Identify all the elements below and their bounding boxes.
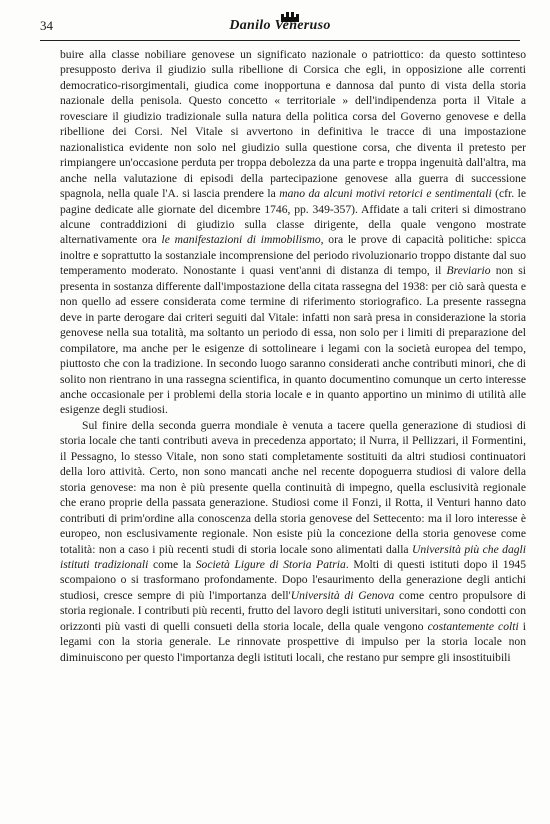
text-segment: come la	[148, 557, 196, 571]
text-segment: come centro propulsore di storia regionale. I contributi più recenti, frutto del lavoro degli istituti universitari, sono condotti con orizzonti più vasti di quelli consueti della storia locale, della quale vengono	[60, 588, 526, 633]
running-title: Danilo Veneruso	[229, 18, 331, 33]
text-segment-italic: Breviario	[446, 264, 491, 278]
text-segment-italic: mano da alcuni motivi retorici e sentimentali	[279, 187, 492, 201]
text-segment: non si presenta in sostanza differente dall'impostazione della citata rassegna del 1938: per ciò sarà questa e non quello ad essere considerata come termine di riferimento storiografico. La presente rassegna deve in parte derogare dai criteri seguiti dal Vitale: infatti non sarà presa in considerazione la storia genovese nella sua totalità, ma soltanto un periodo di essa, non solo per i limiti di preparazione del compilatore, ma anche per le esigenze di sottolineare i legami con la società europea del tempo, piuttosto che con la tradizione. In secondo luogo saranno considerati anche contributi minori, che di solito non rientrano in una rassegna scientifica, in quanto documentino comunque un certo interesse anche occasionale per i problemi della storia locale e in quanto apportino un minimo di utilità alle esigenze degli studiosi.	[60, 264, 526, 417]
paragraph-2	[60, 418, 526, 665]
header-rule	[40, 40, 520, 41]
text-segment: Sul finire della seconda guerra mondiale è venuta a tacere quella generazione di studiosi di storia locale che tanti contributi aveva in precedenza apportato; il Nurra, il Pellizzari, il Formentini, il Pessagno, lo stesso Vitale, non sono stati completamente sostituiti da altri studiosi continuatori della loro attività. Certo, non sono mancati anche nel recente dopoguerra studiosi di valore della storia genovese: ma non è più presente quella continuità di impegno, quella esclusività regionale che erano proprie della passata generazione. Studiosi come il Fonzi, il Rotta, il Venturi hanno dato contributi di prim'ordine alla conoscenza della storia genovese del Settecento: ma il loro interesse è europeo, non esclusivamente regionale. Non esiste più la concezione della storia genovese come totalità: non a caso i più recenti studi di storia locale sono alimentati dalla	[60, 418, 526, 556]
page-number: 34	[40, 18, 53, 33]
text-segment: (cfr. le pagine dedicate alle giornate del dicembre 1746, pp. 349-357). Affidate a tali criteri si dimostrano alcune contraddizioni di giudizio sulla classe dirigente, della quale vengono mostrate alternativamente ora	[60, 187, 526, 247]
text-segment-italic: Università più che dagli istituti tradizionali	[60, 542, 526, 571]
text-segment-italic: Società Ligure di Storia Patria	[195, 557, 346, 571]
text-segment: i legami con la storia generale. Le rinnovate prospettive di impulso per la storia locale non diminuiscono per questo l'importanza degli istituti locali, che restano pur sempre gli insostituibili	[60, 619, 526, 664]
paragraph-1	[60, 47, 526, 418]
text-segment-italic: costantemente colti	[427, 619, 519, 633]
text-segment: . Molti di questi istituti dopo il 1945 scompaiono o si trasformano profondamente. Dopo l'esaurimento della generazione degli antichi studiosi, cresce sempre di più l'importanza dell'	[60, 557, 526, 602]
text-segment-italic: Università di Genova	[290, 588, 395, 602]
text-segment: buire alla classe nobiliare genovese un significato nazionale o patriottico: da questo sottinteso presupposto deriva il giudizio sulla ribellione di Corsica che egli, in opposizione alle correnti democratico-risorgimentali, giudica come inopportuna e dannosa dal punto di vista della storia nazionale della penisola. Questo concetto « territoriale » dell'indipendenza porta il Vitale a rovesciare il giudizio tradizionale sulla natura della politica corsa del Governo genovese e della ribellione dei Corsi. Nel Vitale si avvertono in definitiva le tracce di una impostazione nazionalistica evidente non solo nel giudizio sulla questione corsa, che diventa il pretesto per rimpiangere un'occasione perduta per troppa debolezza da una parte e troppa ingenuità dall'altra, ma anche nella valutazione di episodi della partecipazione genovese alla guerra di successione spagnola, nella quale l'A. si lascia prendere la	[60, 48, 526, 201]
text-segment-italic: le manifestazioni di immobilismo	[161, 233, 321, 247]
text-segment: , ora le prove di capacità politiche: spicca inoltre e soprattutto la sostanziale incomprensione del periodo rivoluzionario troppo distante dal suo temperamento moderato. Nonostante i quasi vent'anni di distanza di tempo, il	[60, 233, 526, 278]
body-text	[60, 47, 526, 665]
page-header	[40, 12, 520, 38]
